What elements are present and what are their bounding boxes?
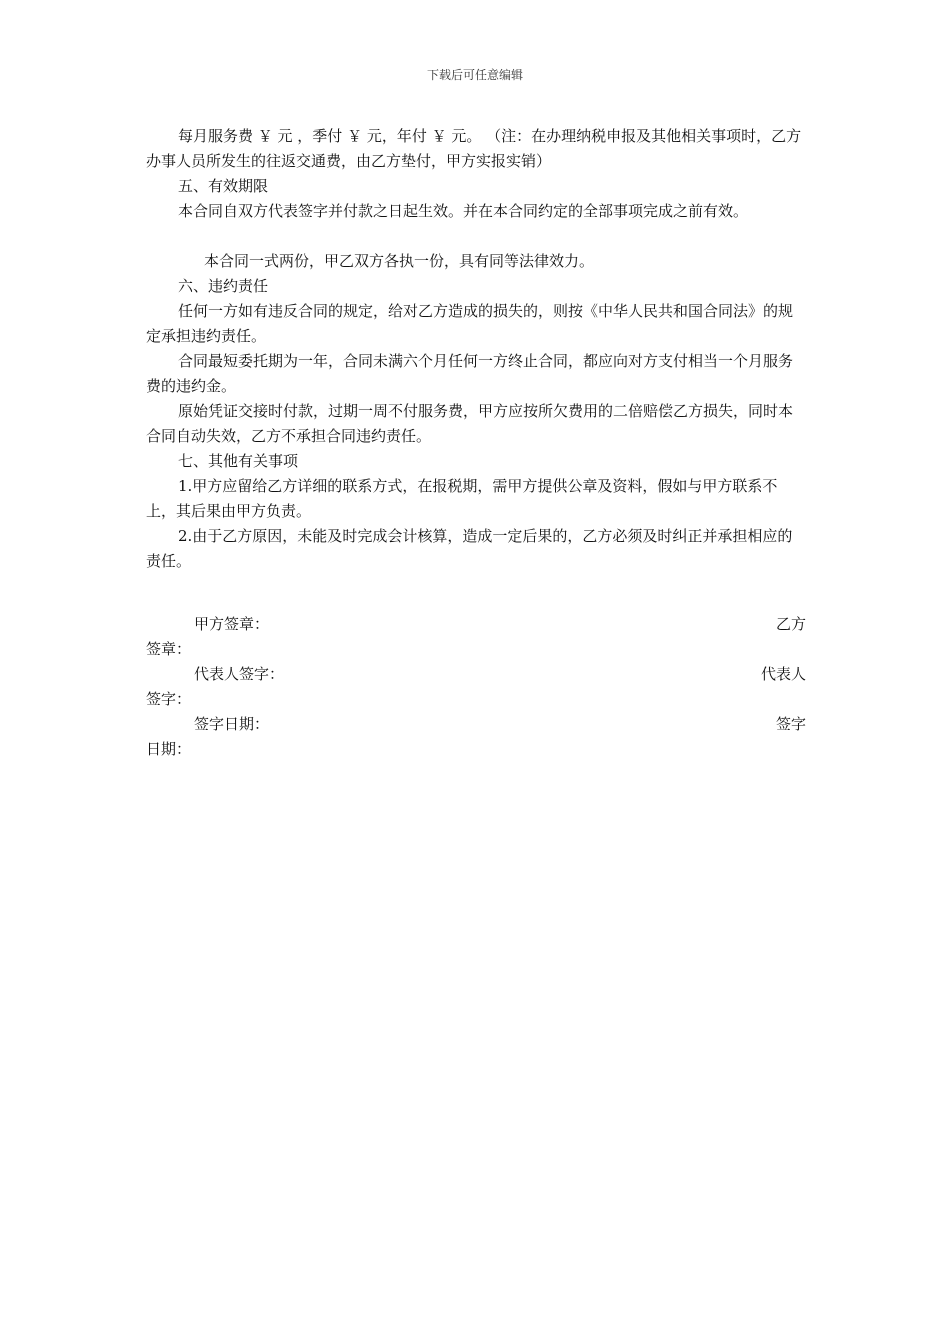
section-5-text: 本合同自双方代表签字并付款之日起生效。并在本合同约定的全部事项完成之前有效。 — [178, 202, 749, 220]
copies-paragraph: 本合同一式两份，甲乙双方各执一份，具有同等法律效力。 — [204, 252, 595, 270]
signature-block — [146, 612, 806, 762]
party-b-date-label-cont: 日期： — [146, 740, 192, 758]
page-header-note: 下载后可任意编辑 — [426, 68, 523, 82]
section-7-paragraph-2: 2.由于乙方原因，未能及时完成会计核算，造成一定后果的，乙方必须及时纠正并承担相应的责任。 — [146, 527, 793, 570]
party-b-representative-label-cont: 签字： — [146, 690, 192, 708]
spacer — [146, 574, 806, 612]
section-7-title: 七、其他有关事项 — [178, 452, 299, 470]
party-b-seal-label-cont: 签章： — [146, 640, 192, 658]
date-line — [146, 712, 806, 737]
section-6-title: 六、违约责任 — [178, 277, 269, 295]
party-b-representative-label: 代表人 — [760, 665, 806, 683]
section-6-paragraph-2: 合同最短委托期为一年，合同未满六个月任何一方终止合同，都应向对方支付相当一个月服务费的违约金。 — [146, 352, 794, 395]
party-b-seal-label: 乙方 — [775, 615, 806, 633]
section-6-paragraph-1: 任何一方如有违反合同的规定，给对乙方造成的损失的，则按《中华人民共和国合同法》的规定承担违约责任。 — [146, 302, 794, 345]
party-b-date-label: 签字 — [775, 715, 806, 733]
fee-paragraph: 每月服务费 ￥ 元 ，季付 ￥ 元，年付 ￥ 元。 （注：在办理纳税申报及其他相关事项时，乙方办事人员所发生的往返交通费，由乙方垫付，甲方实报实销） — [146, 127, 802, 170]
party-a-seal-label: 甲方签章： — [194, 615, 270, 633]
section-5-title: 五、有效期限 — [178, 177, 269, 195]
contract-body — [146, 124, 806, 762]
party-a-representative-label: 代表人签字： — [194, 665, 285, 683]
party-a-date-label: 签字日期： — [194, 715, 270, 733]
section-7-paragraph-1: 1.甲方应留给乙方详细的联系方式，在报税期，需甲方提供公章及资料，假如与甲方联系不上，其后果由甲方负责。 — [146, 477, 778, 520]
representative-line — [146, 662, 806, 687]
seal-line — [146, 612, 806, 637]
spacer — [146, 224, 806, 249]
section-6-paragraph-3: 原始凭证交接时付款，过期一周不付服务费，甲方应按所欠费用的二倍赔偿乙方损失，同时本合同自动失效，乙方不承担合同违约责任。 — [146, 402, 794, 445]
